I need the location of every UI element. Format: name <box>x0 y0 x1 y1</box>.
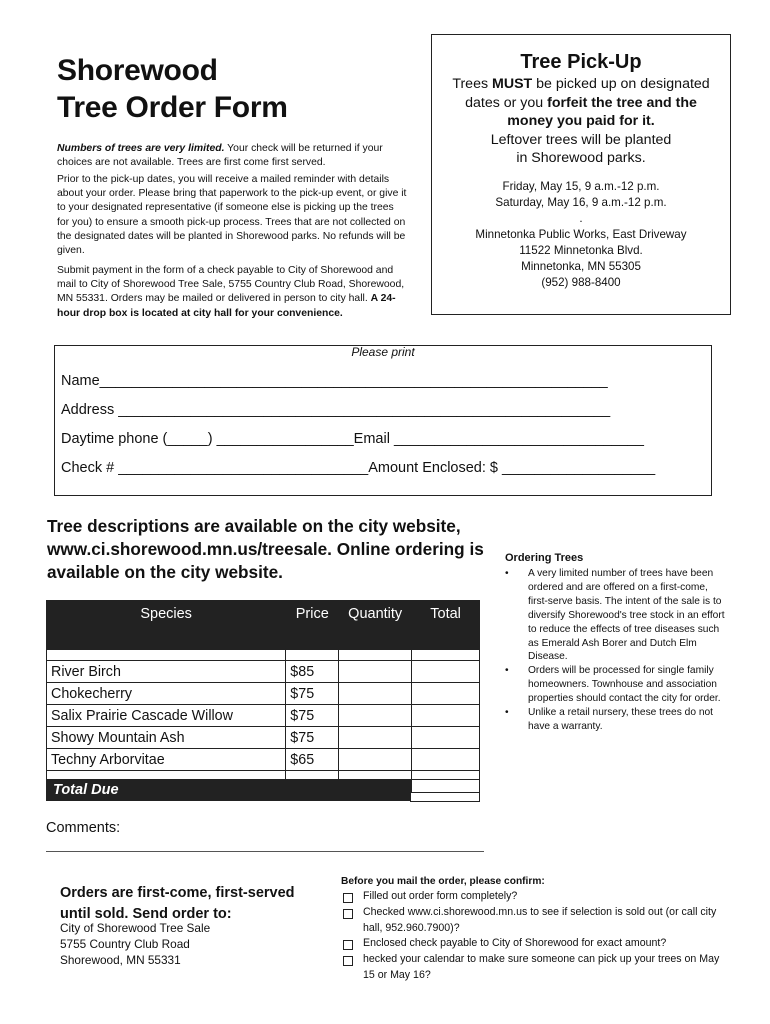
quantity-cell[interactable] <box>339 661 412 683</box>
total-due-label: Total Due <box>46 779 410 801</box>
checkbox-icon[interactable] <box>343 893 353 903</box>
phone-email-field[interactable]: Daytime phone (_____) _________________Email _______________________________ <box>61 431 644 447</box>
table-row <box>47 749 480 771</box>
list-item: • Unlike a retail nursery, these trees do not have a warranty. <box>505 707 713 732</box>
confirm-checklist <box>341 889 721 984</box>
confirm-checklist-title: Before you mail the order, please confirm: <box>341 876 545 887</box>
checklist-item: hecked your calendar to make sure someone can pick up your trees on May 15 or May 16? <box>341 952 721 984</box>
intro-paragraph-2 <box>57 173 407 258</box>
checkbox-icon[interactable] <box>343 940 353 950</box>
comments-field[interactable] <box>46 851 484 852</box>
total-cell[interactable] <box>412 683 480 705</box>
price-cell: $75 <box>286 683 339 705</box>
list-item: • Orders will be processed for single family homeowners. Townhouse and association properties should contact the city for order. <box>505 665 721 705</box>
name-field[interactable]: Name_______________________________________________________________ <box>61 373 608 389</box>
price-cell: $85 <box>286 661 339 683</box>
table-row <box>47 683 480 705</box>
address-field[interactable]: Address _____________________________________________________________ <box>61 402 611 418</box>
bullet-icon: • <box>505 665 509 677</box>
pickup-address-1: Minnetonka Public Works, East Driveway <box>475 227 687 241</box>
pickup-date-saturday: Saturday, May 16, 9 a.m.-12 p.m. <box>495 195 667 209</box>
intro-p1-text: Your check will be returned if your choices are not available. Trees are first come first served. <box>57 143 383 169</box>
price-cell: $75 <box>286 705 339 727</box>
total-header: Total <box>412 601 480 650</box>
pickup-line-1: Trees MUST be picked up on designated <box>452 76 710 92</box>
tree-description-note: Tree descriptions are available on the city website, www.ci.shorewood.mn.us/treesale. Online ordering is available on the city website. <box>47 516 484 582</box>
pickup-info-box <box>431 34 731 315</box>
pickup-date-friday: Friday, May 15, 9 a.m.-12 p.m. <box>502 179 660 193</box>
intro-p3-text: Submit payment in the form of a check payable to City of Shorewood and mail to City of Shorewood Tree Sale, 5755 Country Club Road, Shorewood, MN 55331. Orders may be mailed or delivered in person to city hall. <box>57 265 405 305</box>
please-print-label: Please print <box>351 345 415 359</box>
checklist-item: Checked www.ci.shorewood.mn.us to see if selection is sold out (or call city hall, 952.960.7900)? <box>341 905 721 937</box>
quantity-cell[interactable] <box>339 705 412 727</box>
title-line-2: Tree Order Form <box>57 91 288 124</box>
total-cell[interactable] <box>412 727 480 749</box>
quantity-header: Quantity <box>339 601 412 650</box>
table-row <box>47 727 480 749</box>
contact-form-box <box>54 345 712 496</box>
intro-p2-text: Prior to the pick-up dates, you will receive a mailed reminder with details about your order. Please bring that paperwork to the pick-up event, or give it to your designated representative (if someone else is picking up the trees for you) to ensure a smooth pick-up process. Trees that are not collected on the designated dates will be planted in Shorewood parks. No refunds will be given. <box>57 174 407 257</box>
total-cell[interactable] <box>412 749 480 771</box>
pickup-address-2: 11522 Minnetonka Blvd. <box>519 243 643 257</box>
pickup-dot: . <box>579 211 583 225</box>
quantity-cell[interactable] <box>339 749 412 771</box>
bullet-icon: • <box>505 707 509 719</box>
total-due-field[interactable] <box>410 779 480 802</box>
species-cell: Showy Mountain Ash <box>47 727 286 749</box>
table-spacer-row <box>47 650 480 661</box>
total-cell[interactable] <box>412 661 480 683</box>
ordering-trees-title: Ordering Trees <box>505 552 584 564</box>
checklist-item: Filled out order form completely? <box>341 889 721 905</box>
price-cell: $75 <box>286 727 339 749</box>
list-item: • A very limited number of trees have been ordered and are offered on a first-come, first-serve basis. The intent of the sale is to diversify Shorewood's tree stock in an effort to reduce the effects of tree diseases such as Emerald Ash Borer and Dutch Elm Disease. <box>505 568 725 663</box>
pickup-address-3: Minnetonka, MN 55305 <box>521 259 641 273</box>
comments-label: Comments: <box>46 820 121 836</box>
species-cell: River Birch <box>47 661 286 683</box>
ordering-trees-list <box>505 567 727 734</box>
table-header-row <box>47 601 480 650</box>
intro-dropbox-note: A 24-hour drop box is located at city hall for your convenience. <box>57 293 396 319</box>
quantity-cell[interactable] <box>339 727 412 749</box>
pickup-line-3: money you paid for it. <box>507 113 655 129</box>
species-cell: Chokecherry <box>47 683 286 705</box>
intro-paragraph-3 <box>57 264 407 321</box>
intro-limited-note: Numbers of trees are very limited. <box>57 143 225 154</box>
title-line-1: Shorewood <box>57 54 218 87</box>
send-order-address: City of Shorewood Tree Sale 5755 Country Club Road Shorewood, MN 55331 <box>60 921 211 967</box>
send-order-heading: Orders are first-come, first-served until sold. Send order to: <box>60 885 295 922</box>
page-title <box>57 52 288 126</box>
quantity-cell[interactable] <box>339 683 412 705</box>
total-cell[interactable] <box>412 705 480 727</box>
bullet-icon: • <box>505 568 509 579</box>
table-row <box>47 661 480 683</box>
table-row <box>47 705 480 727</box>
price-cell: $65 <box>286 749 339 771</box>
checklist-item: Enclosed check payable to City of Shorewood for exact amount? <box>341 936 721 952</box>
order-table <box>46 600 480 793</box>
species-cell: Salix Prairie Cascade Willow <box>47 705 286 727</box>
pickup-line-4: Leftover trees will be planted <box>490 131 672 148</box>
checkbox-icon[interactable] <box>343 956 353 966</box>
species-cell: Techny Arborvitae <box>47 749 286 771</box>
species-header: Species <box>47 601 286 650</box>
pickup-line-5: in Shorewood parks. <box>516 150 646 166</box>
price-header: Price <box>286 601 339 650</box>
pickup-phone: (952) 988-8400 <box>541 275 621 289</box>
intro-paragraph-1 <box>57 142 407 170</box>
check-amount-field[interactable]: Check # _______________________________Amount Enclosed: $ ___________________ <box>61 460 656 476</box>
pickup-heading: Tree Pick-Up <box>520 51 642 73</box>
pickup-line-2: dates or you forfeit the tree and the <box>465 94 697 111</box>
checkbox-icon[interactable] <box>343 909 353 919</box>
